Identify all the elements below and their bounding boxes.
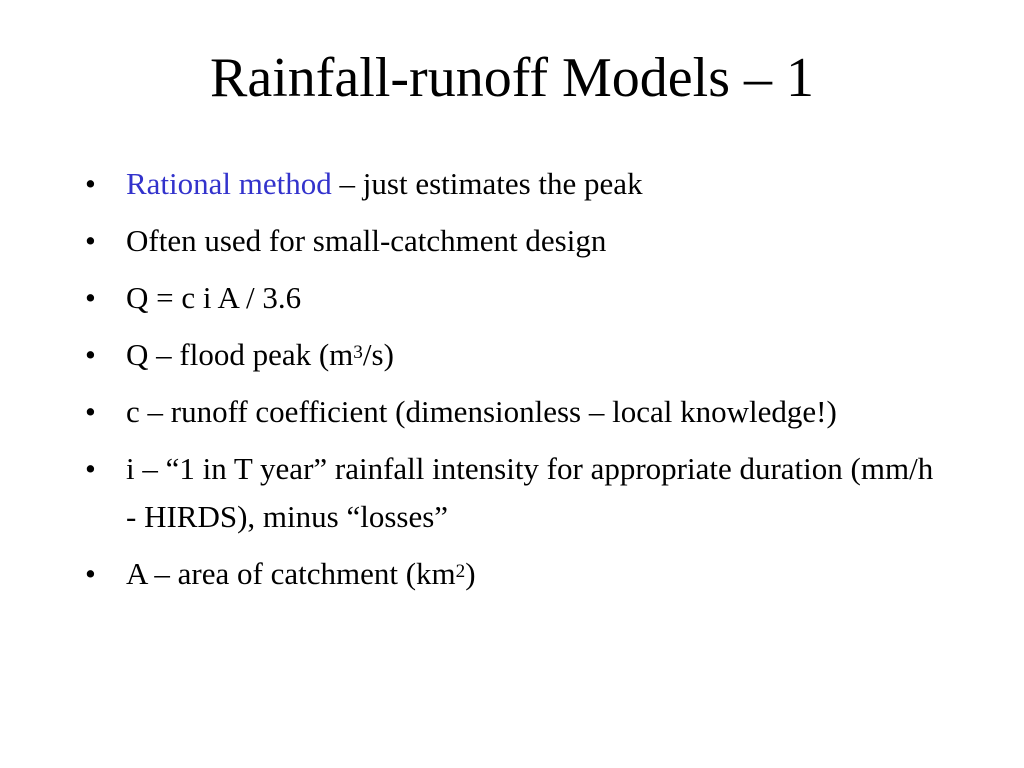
bullet-dot-icon: • <box>85 280 96 315</box>
bullet-text: Often used for small-catchment design <box>126 223 607 258</box>
list-item <box>85 160 945 208</box>
superscript: 3 <box>353 342 363 364</box>
formula-text: Q = c i A / 3.6 <box>126 280 302 315</box>
list-item <box>85 388 945 436</box>
bullet-text: i – “1 in T year” rainfall intensity for appropriate duration (mm/h - HIRDS), minus “losses” <box>126 451 934 534</box>
list-item <box>85 217 945 265</box>
bullet-text: A – area of catchment (km <box>126 556 456 591</box>
list-item <box>85 550 945 598</box>
bullet-text-after: /s) <box>362 337 394 372</box>
bullet-dot-icon: • <box>85 556 96 591</box>
rational-method-term: Rational method <box>126 166 332 201</box>
bullet-text: – just estimates the peak <box>331 166 643 201</box>
bullet-list <box>85 160 945 607</box>
superscript: 2 <box>455 561 466 583</box>
list-item <box>85 445 945 541</box>
slide-title: Rainfall-runoff Models – 1 <box>210 47 814 109</box>
bullet-text-after: ) <box>465 556 476 591</box>
bullet-text: Q – flood peak (m <box>126 337 354 372</box>
list-item <box>85 331 945 379</box>
list-item <box>85 274 945 322</box>
bullet-dot-icon: • <box>85 166 96 201</box>
bullet-dot-icon: • <box>85 394 96 429</box>
bullet-dot-icon: • <box>85 337 96 372</box>
bullet-dot-icon: • <box>85 223 96 258</box>
bullet-dot-icon: • <box>85 451 96 486</box>
bullet-text: c – runoff coefficient (dimensionless – local knowledge!) <box>126 394 837 429</box>
